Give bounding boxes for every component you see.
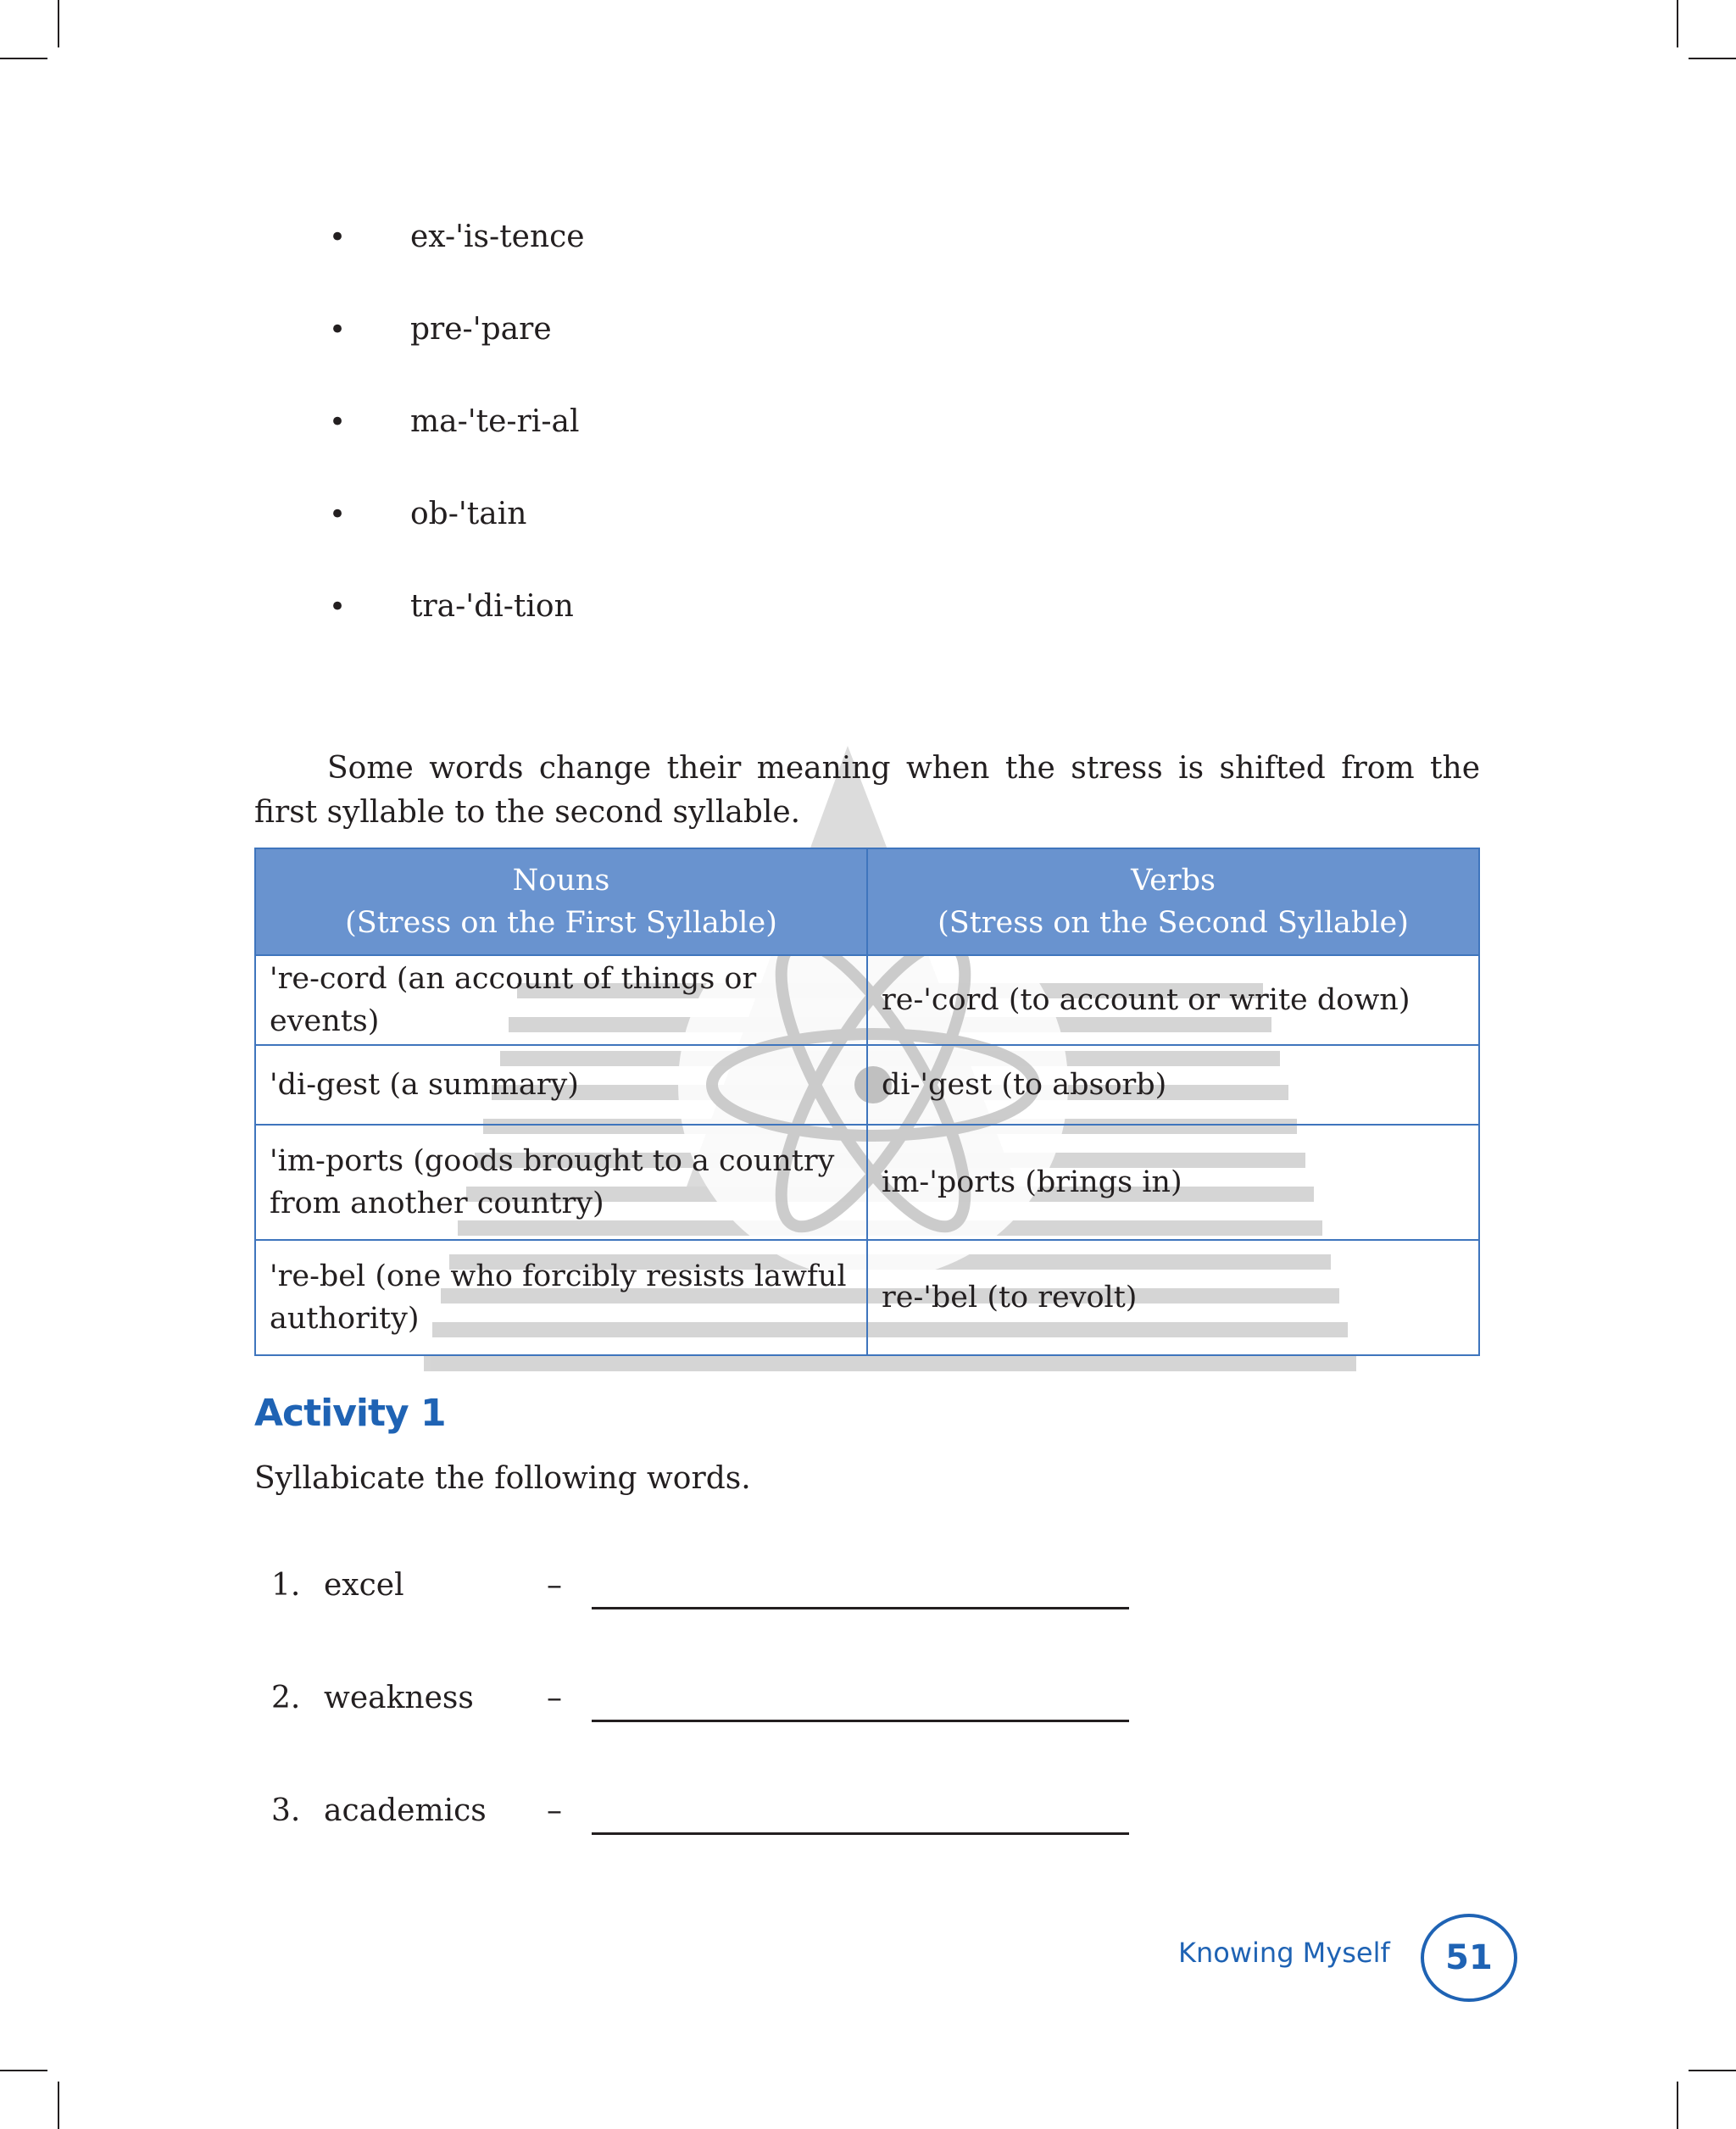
- list-item-text: ob-'tain: [410, 497, 527, 531]
- bullet-icon: •: [329, 590, 347, 624]
- bullet-icon: •: [329, 313, 347, 347]
- activity-instruction: Syllabicate the following words.: [254, 1461, 751, 1496]
- header-subtitle: (Stress on the Second Syllable): [938, 906, 1409, 940]
- list-item: [322, 397, 1085, 489]
- verb-cell: di-'gest (to absorb): [867, 1045, 1479, 1125]
- item-dash: –: [547, 1793, 562, 1828]
- list-item: [271, 1793, 1204, 1906]
- footer-section-title: Knowing Myself: [1178, 1937, 1390, 1969]
- list-item-text: pre-'pare: [410, 312, 552, 347]
- answer-blank[interactable]: [592, 1607, 1129, 1609]
- page-number-badge: [1421, 1914, 1517, 2002]
- page-number: 51: [1445, 1938, 1493, 1977]
- header-title: Verbs: [1131, 864, 1216, 898]
- list-item-text: ex-'is-tence: [410, 220, 585, 254]
- table-header-verbs: [867, 848, 1479, 955]
- answer-blank[interactable]: [592, 1720, 1129, 1722]
- item-word: excel: [324, 1568, 404, 1603]
- list-item: [271, 1568, 1204, 1681]
- noun-cell: 'im-ports (goods brought to a country from another country): [255, 1125, 867, 1240]
- header-title: Nouns: [512, 864, 610, 898]
- table-row: [255, 1045, 1479, 1125]
- item-dash: –: [547, 1568, 562, 1603]
- stress-word-list: [322, 212, 1085, 674]
- noun-cell: 're-bel (one who forcibly resists lawful authority): [255, 1240, 867, 1355]
- noun-cell: 'di-gest (a summary): [255, 1045, 867, 1125]
- bullet-icon: •: [329, 220, 347, 254]
- list-item-text: ma-'te-ri-al: [410, 404, 580, 439]
- paragraph-text: Some words change their meaning when the stress is shifted from the first syllable to the second syllable.: [254, 751, 1480, 830]
- table-header-nouns: [255, 848, 867, 955]
- bullet-icon: •: [329, 498, 347, 531]
- activity-heading: Activity 1: [254, 1392, 446, 1435]
- answer-blank[interactable]: [592, 1832, 1129, 1835]
- item-number: 2.: [271, 1681, 301, 1715]
- verb-cell: re-'bel (to revolt): [867, 1240, 1479, 1355]
- list-item: [322, 304, 1085, 397]
- table-row: [255, 1125, 1479, 1240]
- list-item: [271, 1681, 1204, 1793]
- list-item: [322, 581, 1085, 674]
- bullet-icon: •: [329, 405, 347, 439]
- verb-cell: re-'cord (to account or write down): [867, 955, 1479, 1045]
- item-word: academics: [324, 1793, 487, 1828]
- explanation-paragraph: [254, 747, 1480, 835]
- item-number: 1.: [271, 1568, 301, 1603]
- noun-cell: 're-cord (an account of things or events): [255, 955, 867, 1045]
- noun-verb-stress-table: [254, 848, 1480, 1356]
- item-number: 3.: [271, 1793, 301, 1828]
- item-dash: –: [547, 1681, 562, 1715]
- table-row: [255, 955, 1479, 1045]
- table-row: [255, 1240, 1479, 1355]
- verb-cell: im-'ports (brings in): [867, 1125, 1479, 1240]
- header-subtitle: (Stress on the First Syllable): [345, 906, 777, 940]
- table-header-row: [255, 848, 1479, 955]
- item-word: weakness: [324, 1681, 474, 1715]
- list-item: [322, 212, 1085, 304]
- activity-items: [271, 1568, 1204, 1906]
- list-item-text: tra-'di-tion: [410, 589, 574, 624]
- list-item: [322, 489, 1085, 581]
